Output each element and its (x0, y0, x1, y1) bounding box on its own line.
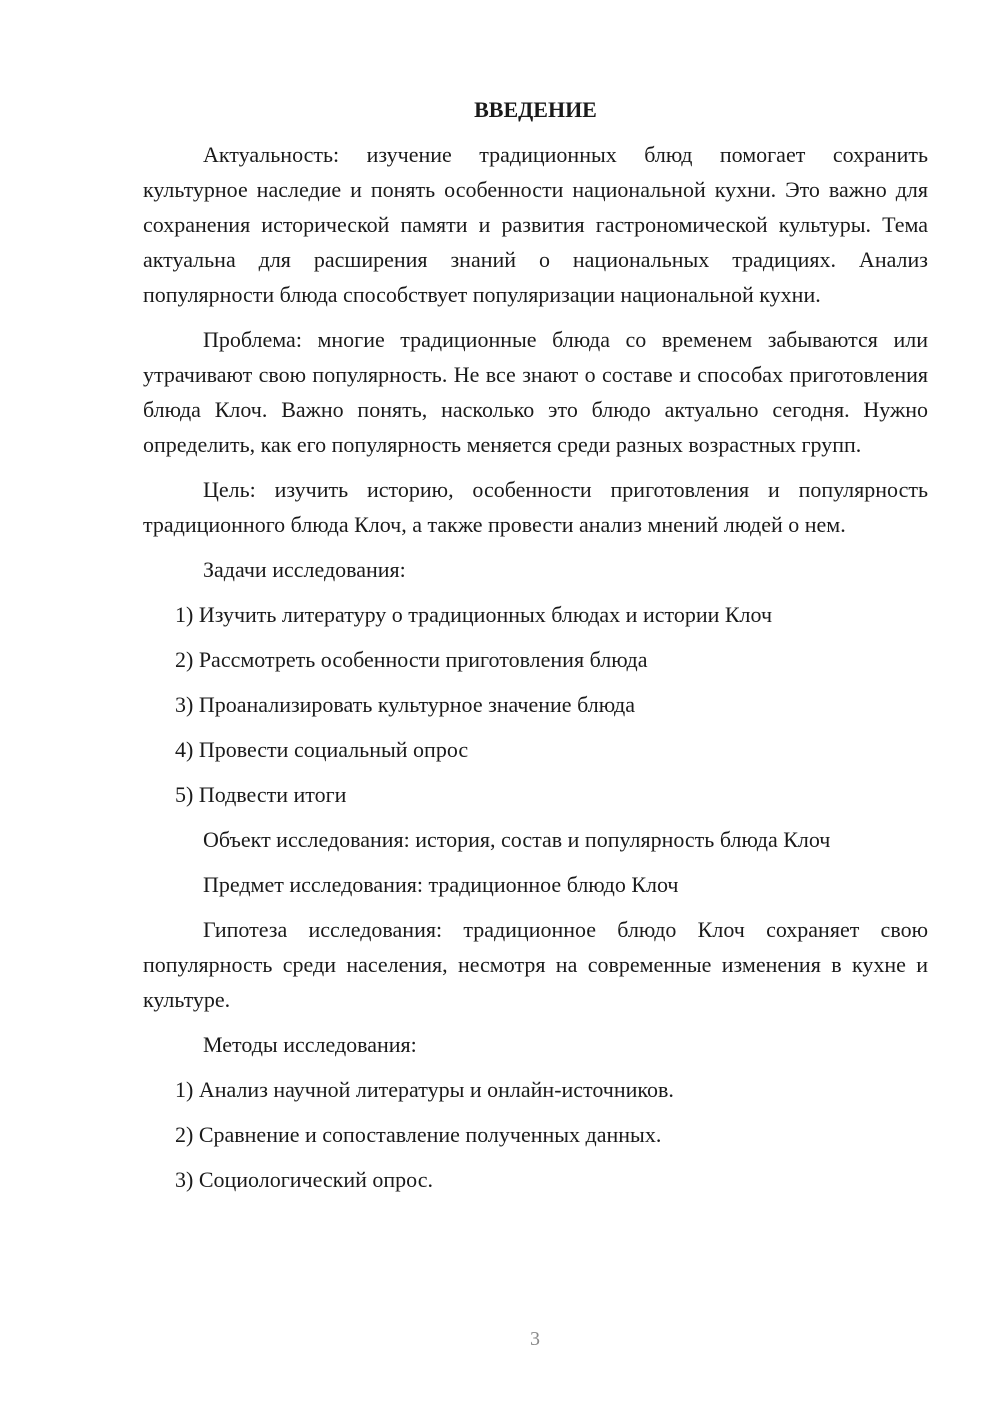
tasks-list (143, 597, 928, 812)
list-item: 3) Проанализировать культурное значение блюда (175, 692, 635, 717)
list-item: 2) Рассмотреть особенности приготовления блюда (175, 647, 648, 672)
document-page (143, 92, 928, 1207)
subject-paragraph: Предмет исследования: традиционное блюдо Клоч (203, 872, 679, 897)
goal-paragraph: Цель: изучить историю, особенности приготовления и популярность традиционного блюда Клоч, а также провести анализ мнений людей о нем. (143, 477, 928, 537)
list-item: 1) Изучить литературу о традиционных блюдах и истории Клоч (175, 602, 773, 627)
page-title: ВВЕДЕНИЕ (474, 97, 597, 122)
methods-list (143, 1072, 928, 1197)
list-item: 4) Провести социальный опрос (175, 737, 469, 762)
list-item: 1) Анализ научной литературы и онлайн-источников. (175, 1077, 674, 1102)
problem-paragraph: Проблема: многие традиционные блюда со временем забываются или утрачивают свою популярность. Не все знают о составе и способах приготовления блюда Клоч. Важно понять, насколько это блюдо актуально сегодня. Нужно определить, как его популярность меняется среди разных возрастных групп. (143, 327, 928, 457)
methods-heading: Методы исследования: (203, 1032, 417, 1057)
list-item: 5) Подвести итоги (175, 782, 347, 807)
list-item: 3) Социологический опрос. (175, 1167, 433, 1192)
relevance-paragraph: Актуальность: изучение традиционных блюд помогает сохранить культурное наследие и понять особенности национальной кухни. Это важно для сохранения исторической памяти и развития гастрономической культуры. Тема актуальна для расширения знаний о национальных традициях. Анализ популярности блюда способствует популяризации национальной кухни. (143, 142, 928, 307)
hypothesis-paragraph: Гипотеза исследования: традиционное блюдо Клоч сохраняет свою популярность среди населения, несмотря на современные изменения в кухне и культуре. (143, 917, 928, 1012)
list-item: 2) Сравнение и сопоставление полученных данных. (175, 1122, 662, 1147)
page-number: 3 (530, 1328, 540, 1350)
object-paragraph: Объект исследования: история, состав и популярность блюда Клоч (203, 827, 831, 852)
tasks-heading: Задачи исследования: (203, 557, 406, 582)
